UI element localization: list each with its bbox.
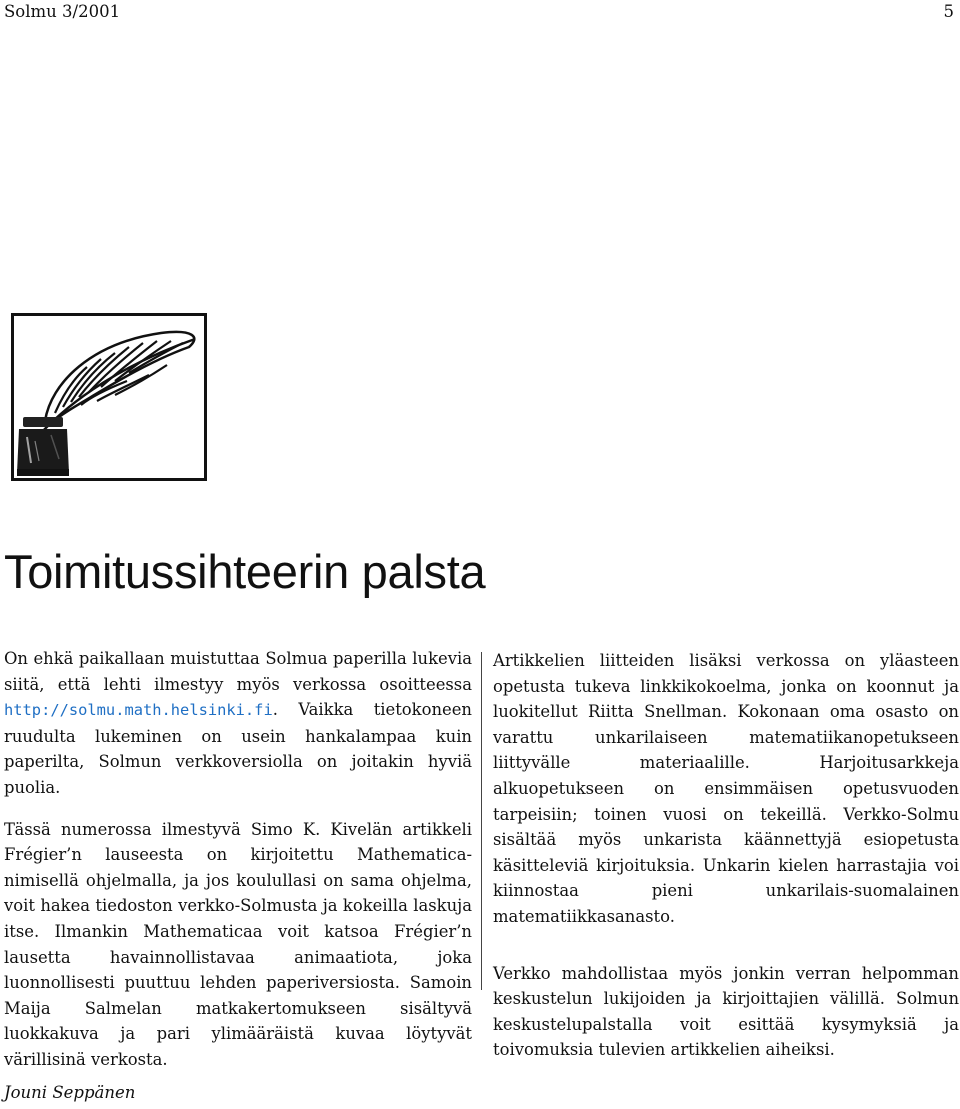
journal-issue: Solmu 3/2001 — [4, 2, 121, 21]
paragraph-text: On ehkä paikallaan muistuttaa Solmua paperilla lukevia siitä, että lehti ilmestyy myös verkossa osoitteessa — [4, 649, 472, 694]
paragraph — [4, 646, 472, 801]
column-divider — [481, 652, 482, 990]
article-title: Toimitussihteerin palsta — [4, 545, 486, 598]
website-link[interactable]: http://solmu.math.helsinki.fi — [4, 701, 273, 720]
left-column — [4, 646, 472, 1073]
quill-and-inkwell-icon — [11, 313, 207, 481]
paragraph: Tässä numerossa ilmestyvä Simo K. Kivelän artikkeli Frégier’n lauseesta on kirjoitettu Mathematica-nimisellä ohjelmalla, ja jos koulullasi on sama ohjelma, voit hakea tiedoston verkko-Solmusta ja kokeilla laskuja itse. Ilmankin Mathematicaa voit katsoa Frégier’n lausetta havainnollistavaa animaatiota, joka luonnollisesti puuttuu lehden paperiversiosta. Samoin Maija Salmelan matkakertomukseen sisältyvä luokkakuva ja pari ylimääräistä kuvaa löytyvät värillisinä verkosta. — [4, 819, 472, 1069]
right-column — [493, 648, 959, 1063]
paragraph: Verkko mahdollistaa myös jonkin verran helpomman keskustelun lukijoiden ja kirjoittajien välillä. Solmun keskustelupalstalla voit esittää kysymyksiä ja toivomuksia tulevien artikkelien aiheiksi. — [493, 963, 959, 1060]
paragraph-text: . Vaikka tietokoneen ruudulta lukeminen on usein hankalampaa kuin paperilta, Solmun verkkoversiolla on joitakin hyviä puolia. — [4, 700, 472, 797]
page-number: 5 — [943, 2, 954, 21]
paragraph: Artikkelien liitteiden lisäksi verkossa on yläasteen opetusta tukeva linkkikokoelma, jonka on koonnut ja luokitellut Riitta Snellman. Kokonaan oma osasto on varattu unkarilaiseen matematiikanopetukseen liittyvälle materiaalille. Harjoitusarkkeja alkuopetukseen on ensimmäisen opetusvuoden tarpeisiin; toinen vuosi on tekeillä. Verkko-Solmu sisältää myös unkarista käännettyjä esiopetusta käsitteleviä kirjoituksia. Unkarin kielen harrastajia voi kiinnostaa pieni unkarilais-suomalainen matematiikkasanasto. — [493, 651, 959, 926]
author-signature: Jouni Seppänen — [4, 1083, 136, 1102]
running-head — [4, 2, 954, 24]
